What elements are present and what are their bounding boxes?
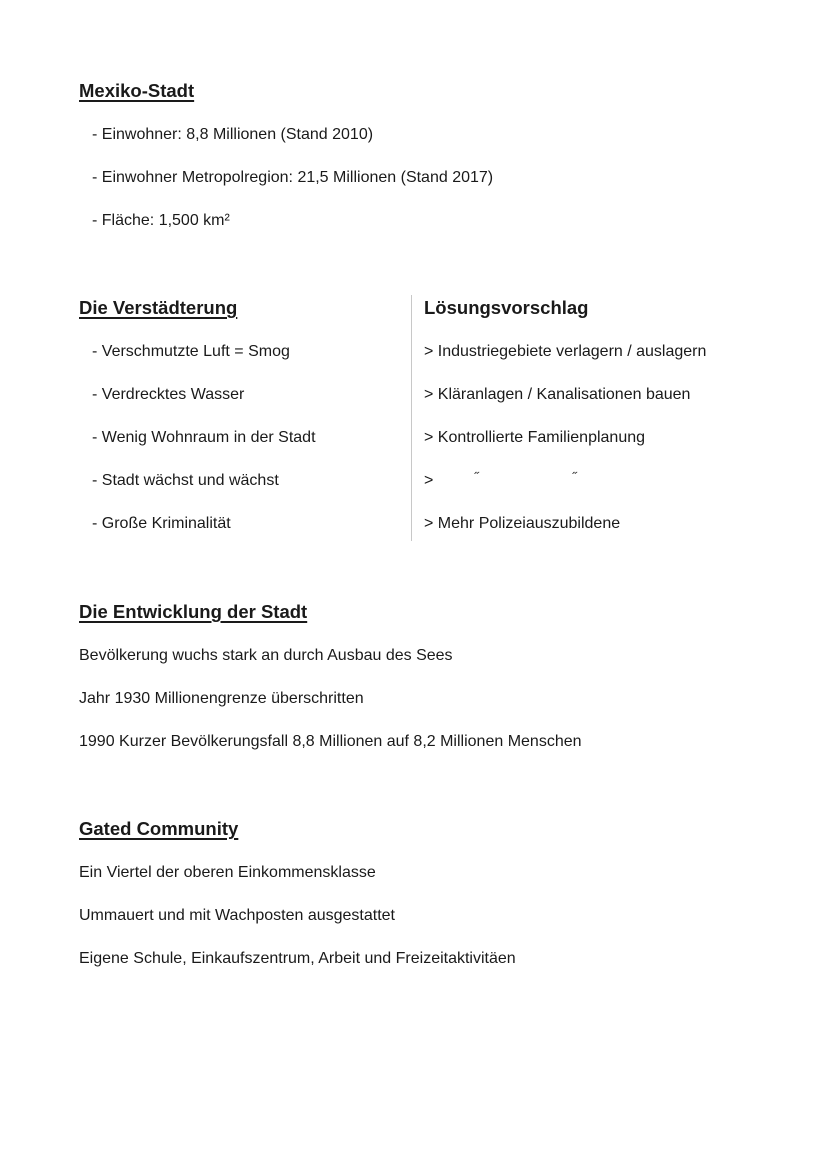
problem-item: - Stadt wächst und wächst xyxy=(92,472,279,489)
heading-mexiko-stadt: Mexiko-Stadt xyxy=(79,80,195,101)
heading-entwicklung: Die Entwicklung der Stadt xyxy=(79,601,308,622)
solution-item: > Industriegebiete verlagern / auslagern xyxy=(424,343,707,360)
problem-item: - Wenig Wohnraum in der Stadt xyxy=(92,429,316,446)
ditto-mark: ˝ xyxy=(572,469,577,485)
entwicklung-item: Jahr 1930 Millionengrenze überschritten xyxy=(79,690,364,707)
ditto-mark: ˝ xyxy=(474,469,479,485)
mexiko-item-metropolregion: - Einwohner Metropolregion: 21,5 Millionen (Stand 2017) xyxy=(92,169,494,186)
problem-item: - Verdrecktes Wasser xyxy=(92,386,245,403)
mexiko-item-flaeche: - Fläche: 1,500 km² xyxy=(92,212,230,229)
solution-item-ditto: > xyxy=(424,472,434,489)
heading-verstaedterung: Die Verstädterung xyxy=(79,297,238,318)
entwicklung-item: Bevölkerung wuchs stark an durch Ausbau des Sees xyxy=(79,647,453,664)
problem-item: - Verschmutzte Luft = Smog xyxy=(92,343,290,360)
solution-item: > Kontrollierte Familienplanung xyxy=(424,429,646,446)
problem-item: - Große Kriminalität xyxy=(92,515,231,532)
column-divider xyxy=(411,295,412,541)
heading-gated-community: Gated Community xyxy=(79,818,239,839)
mexiko-item-einwohner: - Einwohner: 8,8 Millionen (Stand 2010) xyxy=(92,126,374,143)
gated-item: Eigene Schule, Einkaufszentrum, Arbeit und Freizeitaktivitäen xyxy=(79,950,516,967)
gated-item: Ummauert und mit Wachposten ausgestattet xyxy=(79,907,395,924)
entwicklung-item: 1990 Kurzer Bevölkerungsfall 8,8 Millionen auf 8,2 Millionen Menschen xyxy=(79,733,582,750)
heading-loesungsvorschlag: Lösungsvorschlag xyxy=(424,297,589,318)
solution-item: > Mehr Polizeiauszubildene xyxy=(424,515,621,532)
solution-item: > Kläranlagen / Kanalisationen bauen xyxy=(424,386,691,403)
gated-item: Ein Viertel der oberen Einkommensklasse xyxy=(79,864,376,881)
